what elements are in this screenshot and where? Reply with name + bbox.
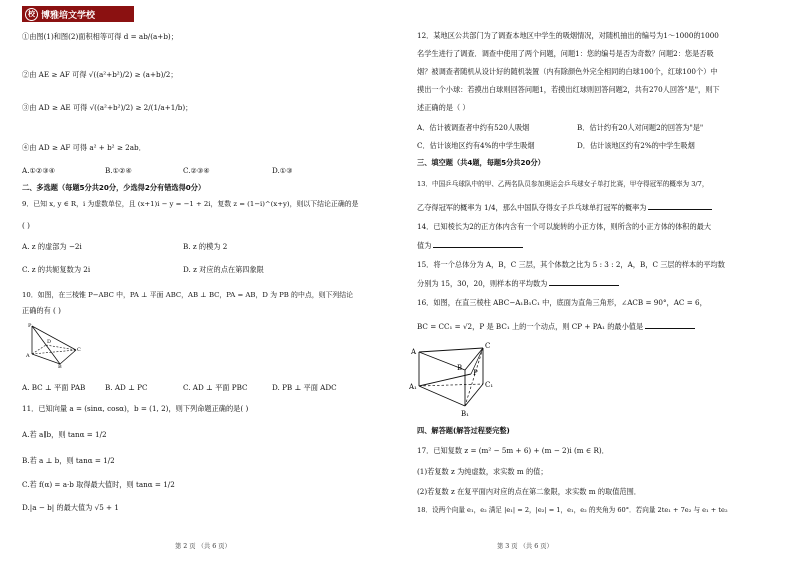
q8-option-b: B.①②④ bbox=[105, 166, 132, 175]
q12-line-2: 名学生进行了调查．调查中使用了两个问题，问题1：您的编号是否为奇数？问题2：您是否吸 bbox=[417, 49, 714, 58]
prism-label-A1: A₁ bbox=[409, 383, 417, 391]
q14-text: 值为 bbox=[417, 241, 432, 250]
q8-option-d: D.①③ bbox=[272, 166, 293, 175]
q14-line-2 bbox=[417, 241, 523, 250]
q11-option-c: C.若 f(α) = a·b 取得最大值时，则 tanα = 1/2 bbox=[22, 480, 175, 489]
q9-paren: ( ) bbox=[22, 221, 30, 230]
right-page bbox=[397, 0, 794, 561]
q10-option-a: A. BC ⊥ 平面 PAB bbox=[22, 383, 86, 392]
section-3-heading: 三、填空题（共4题，每题5分共20分） bbox=[417, 158, 545, 167]
prism-label-C1: C₁ bbox=[485, 381, 494, 389]
right-page-footer: 第 3 页 （共 6 页） bbox=[497, 543, 553, 550]
school-name: 博雅培文学校 bbox=[41, 10, 96, 21]
q16-answer-blank[interactable] bbox=[645, 328, 695, 329]
pyramid-figure bbox=[22, 322, 82, 368]
q11-option-a: A.若 a∥b，则 tanα = 1/2 bbox=[22, 430, 107, 439]
label-D: D bbox=[47, 339, 52, 345]
q16-line-2 bbox=[417, 322, 695, 331]
statement-3: ③由 AD ≥ AE 可得 √((a²+b²)/2) ≥ 2/(1/a+1/b)； bbox=[22, 103, 193, 112]
q10-option-d: D. PB ⊥ 平面 ADC bbox=[272, 383, 337, 392]
q10-option-c: C. AD ⊥ 平面 PBC bbox=[183, 383, 248, 392]
q13-line-2 bbox=[417, 203, 712, 212]
q14-answer-blank[interactable] bbox=[433, 247, 523, 248]
school-seal-icon: 校 bbox=[25, 8, 38, 21]
q12-option-d: D．估计该地区约有2%的中学生吸烟 bbox=[577, 141, 695, 150]
q9-option-a: A. z 的虚部为 −2i bbox=[22, 242, 82, 251]
q13-line-1: 13．中国乒乓球队中的甲、乙两名队员参加奥运会乒乓球女子单打比赛，甲夺得冠军的概率为 3/7， bbox=[417, 180, 709, 188]
q10-stem-2: 正确的有 ( ) bbox=[22, 306, 61, 315]
q8-option-c: C.②③④ bbox=[183, 166, 210, 175]
left-page-footer: 第 2 页 （共 6 页） bbox=[175, 543, 231, 550]
label-B: B bbox=[58, 364, 62, 368]
q12-option-c: C．估计该地区约有4%的中学生吸烟 bbox=[417, 141, 535, 150]
q15-answer-blank[interactable] bbox=[549, 285, 619, 286]
label-A: A bbox=[26, 353, 30, 359]
q17-part-2: (2)若复数 z 在复平面内对应的点在第二象限，求实数 m 的取值范围． bbox=[417, 487, 641, 496]
q12-line-5: 述正确的是（ ） bbox=[417, 103, 470, 112]
q12-line-4: 摸出一个小球：若摸出白球则回答问题1，若摸出红球则回答问题2，共有270人回答"是"，则下 bbox=[417, 85, 720, 94]
prism-label-C: C bbox=[485, 342, 491, 350]
q12-option-a: A．估计被调查者中约有520人吸烟 bbox=[417, 123, 530, 132]
school-logo bbox=[22, 6, 134, 22]
q13-text: 乙夺得冠军的概率为 1/4，那么中国队夺得女子乒乓球单打冠军的概率为 bbox=[417, 203, 647, 212]
q9-option-b: B. z 的模为 2 bbox=[183, 242, 228, 251]
section-2-heading: 二、多选题（每题5分共20分，少选得2分有错选得0分） bbox=[22, 183, 206, 192]
q12-line-3: 烟？被调查者随机从设计好的随机装置（内有除颜色外完全相同的白球100个，红球100个）中 bbox=[417, 67, 718, 76]
q18-stem: 18．设两个向量 e₁，e₂ 满足 |e₁| = 2，|e₂| = 1，e₁，e₂ 的夹角为 60°．若向量 2te₁ + 7e₂ 与 e₁ + te₂ bbox=[417, 506, 728, 514]
q13-answer-blank[interactable] bbox=[648, 209, 712, 210]
statement-2: ②由 AE ≥ AF 可得 √((a²+b²)/2) ≥ (a+b)/2； bbox=[22, 70, 178, 79]
section-4-heading: 四、解答题(解答过程要完整) bbox=[417, 426, 510, 435]
q10-option-b: B. AD ⊥ PC bbox=[105, 383, 148, 392]
q16-line-1: 16．如图，在直三棱柱 ABC−A₁B₁C₁ 中，底面为直角三角形，∠ACB = 90°，AC = 6， bbox=[417, 298, 707, 307]
q15-line-1: 15．将一个总体分为 A，B，C 三层，其个体数之比为 5 : 3 : 2，A，B，C 三层的样本的平均数 bbox=[417, 260, 725, 269]
q8-option-a: A.①②③④ bbox=[22, 166, 56, 175]
prism-figure bbox=[409, 340, 509, 418]
q15-line-2 bbox=[417, 279, 619, 288]
q11-option-d: D.|a − b| 的最大值为 √5 + 1 bbox=[22, 503, 119, 512]
q9-option-c: C. z 的共轭复数为 2i bbox=[22, 265, 91, 274]
q15-text: 分别为 15，30，20，则样本的平均数为 bbox=[417, 279, 548, 288]
q17-part-1: (1)若复数 z 为纯虚数，求实数 m 的值； bbox=[417, 467, 548, 476]
label-C: C bbox=[77, 347, 81, 353]
prism-label-A: A bbox=[411, 348, 417, 356]
statement-4: ④由 AD ≥ AF 可得 a² + b² ≥ 2ab． bbox=[22, 143, 146, 152]
q12-option-b: B．估计约有20人对问题2的回答为"是" bbox=[577, 123, 704, 132]
prism-label-B1: B₁ bbox=[461, 410, 469, 418]
q11-option-b: B.若 a ⊥ b，则 tanα = 1/2 bbox=[22, 456, 115, 465]
prism-label-P: P bbox=[473, 369, 478, 377]
q12-line-1: 12．某地区公共部门为了调查本地区中学生的吸烟情况，对随机抽出的编号为1～1000的1000 bbox=[417, 31, 719, 40]
q14-line-1: 14．已知棱长为2的正方体内含有一个可以旋转的小正方体，则所含的小正方体的体积的最大 bbox=[417, 222, 712, 231]
q10-stem: 10．如图，在三棱锥 P−ABC 中，PA ⊥ 平面 ABC，AB ⊥ BC，PA = AB，D 为 PB 的中点，则下列结论 bbox=[22, 291, 354, 299]
q17-stem: 17．已知复数 z = (m² − 5m + 6) + (m − 2)i (m ∈ R)． bbox=[417, 446, 609, 455]
q11-stem: 11．已知向量 a = (sinα, cosα)，b = (1, 2)，则下列命题正确的是( ) bbox=[22, 404, 249, 413]
statement-1: ①由图(1)和图(2)面积相等可得 d = ab/(a+b)； bbox=[22, 32, 178, 41]
q9-option-d: D. z 对应的点在第四象限 bbox=[183, 265, 264, 274]
prism-label-B: B bbox=[457, 364, 463, 372]
q16-text: BC = CC₁ = √2，P 是 BC₁ 上的一个动点，则 CP + PA₁ 的最小值是 bbox=[417, 322, 644, 331]
label-P: P bbox=[28, 323, 32, 329]
q9-stem: 9．已知 x, y ∈ R，i 为虚数单位，且 (x+1)i − y = −1 + 2i，复数 z = (1−i)^(x+y)，则以下结论正确的是 bbox=[22, 200, 359, 208]
